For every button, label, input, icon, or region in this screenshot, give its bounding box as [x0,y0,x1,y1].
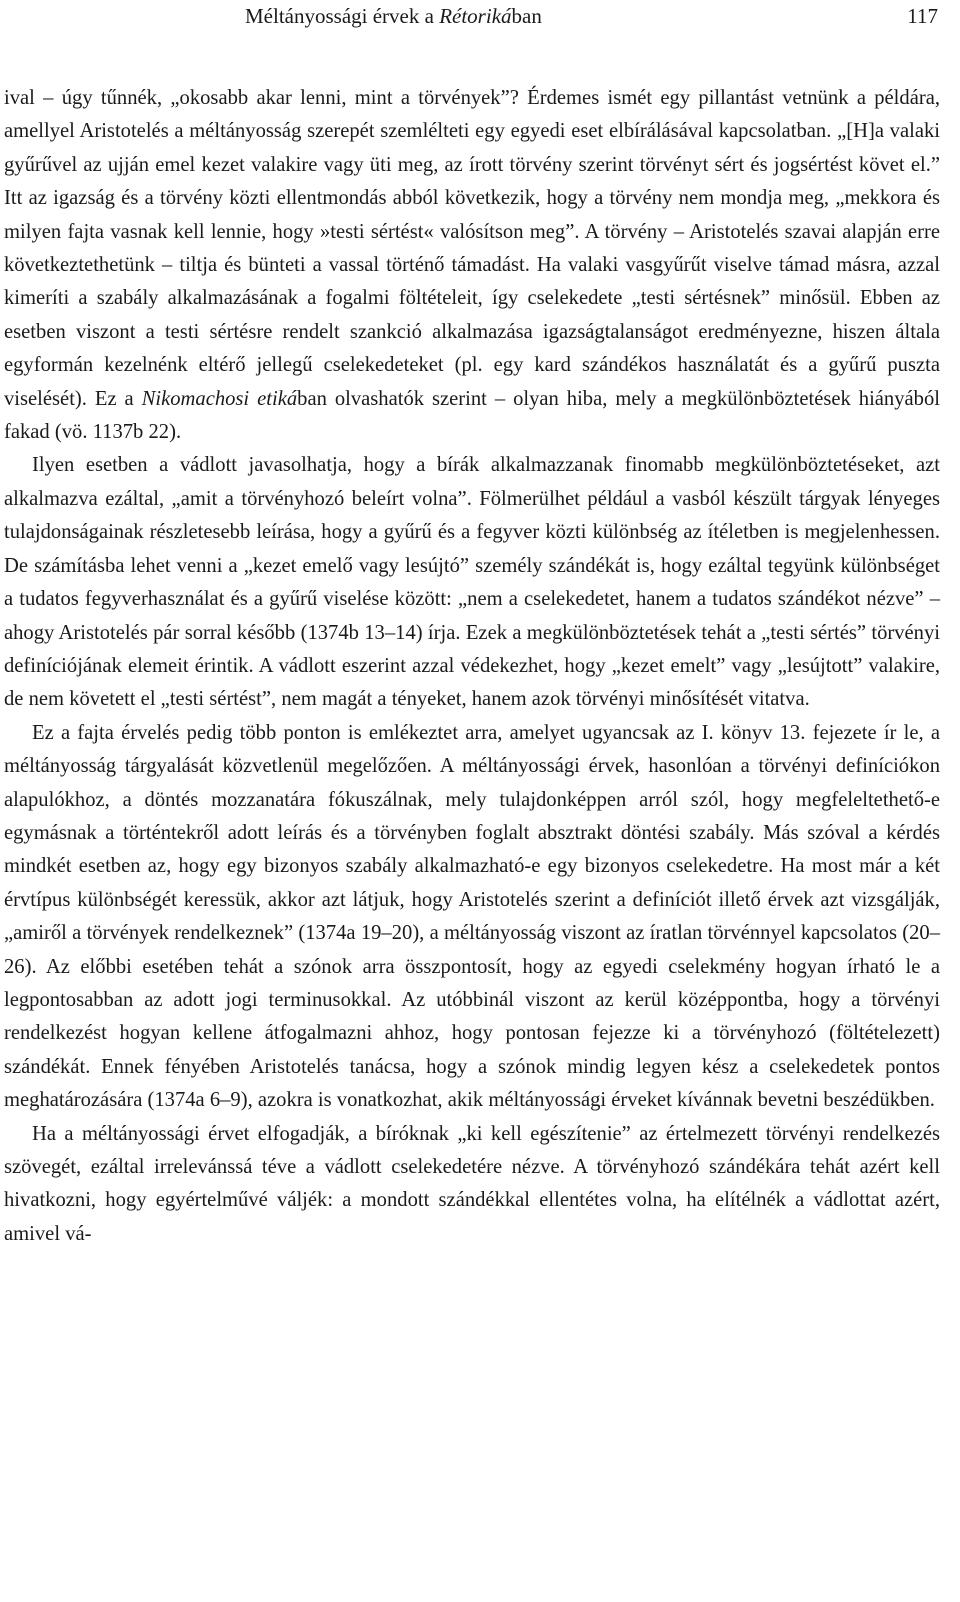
running-title-pre: Méltányossági érvek a [245,4,440,28]
running-title-italic: Rétoriká [439,4,512,28]
paragraph-1 [4,82,940,449]
page-number: 117 [907,4,938,28]
paragraph-3: Ez a fajta érvelés pedig több ponton is emlékeztet arra, amelyet ugyancsak az I. könyv 13. fejezete ír le, a méltányosság tárgyalását közvetlenül megelőzően. A méltányossági érvek, hasonlóan a törvényi definíciókon alapulókhoz, a döntés mozzanatára fókuszálnak, mely tulajdonképpen arról szól, hogy megfeleltethető-e egymásnak a történtekről adott leírás és a törvényben foglalt absztrakt döntési szabály. Más szóval a kérdés mindkét esetben az, hogy egy bizonyos szabály alkalmazható-e egy bizonyos cselekedetre. Ha most már a két érvtípus különbségét keressük, akkor azt látjuk, hogy Aristotelés szerint a definíciót illető érvek azt vizsgálják, „amiről a törvények rendelkeznek” (1374a 19–20), a méltányosság viszont az íratlan törvénnyel kapcsolatos (20–26). Az előbbi esetében tehát a szónok arra összpontosít, hogy az egyedi cselekmény hogyan írható le a legpontosabban az adott jogi terminusokkal. Az utóbbinál viszont az kerül középpontba, hogy a törvényi rendelkezést hogyan kellene átfogalmazni ahhoz, hogy pontosan fejezze ki a törvényhozó (föltételezett) szándékát. Ennek fényében Aristotelés tanácsa, hogy a szónok mindig legyen kész a cselekedetek pontos meghatározására (1374a 6–9), azokra is vonatkozhat, akik méltányossági érveket kívánnak bevetni beszédükben. [4,721,940,1112]
body-text [4,82,940,1251]
paragraph-2: Ilyen esetben a vádlott javasolhatja, hogy a bírák alkalmazzanak finomabb megkülönböztetéseket, azt alkalmazva ezáltal, „amit a törvényhozó beleírt volna”. Fölmerülhet például a vasból készült tárgyak lényeges tulajdonságainak részletesebb leírása, hogy a gyűrű és a fegyver közti különbség az ítéletben is megjelenhessen. De számításba lehet venni a „kezet emelő vagy lesújtó” személy szándékát is, hogy ezáltal tegyünk különbséget a tudatos fegyverhasználat és a gyűrű viselése között: „nem a cselekedetet, hanem a tudatos szándékot nézve” – ahogy Aristotelés pár sorral később (1374b 13–14) írja. Ezek a megkülönböztetések tehát a „testi sértés” törvényi definíciójának elemeit érintik. A vádlott eszerint azzal védekezhet, hogy „kezet emelt” vagy „lesújtott” valakire, de nem követett el „testi sértést”, nem magát a tényeket, hanem azok törvényi minősítését vitatva. [4,454,940,711]
running-title-post: ban [511,4,542,28]
paragraph-4: Ha a méltányossági érvet elfogadják, a bíróknak „ki kell egészítenie” az értelmezett törvényi rendelkezés szövegét, ezáltal irrelevánssá téve a vádlott cselekedetére nézve. A törvényhozó szándékára tehát azért kell hivatkozni, hogy egyértelművé váljék: a mondott szándékkal ellentétes volna, ha elítélnék a vádlottat azért, amivel vá- [4,1122,940,1245]
paragraph-1-part-b: ban olvashatók szerint – olyan hiba, mely a megkülönböztetések hiányából fakad (vö. 1137b 22). [4,387,940,444]
running-head [0,4,960,34]
running-title [245,4,542,29]
paragraph-1-part-a: ival – úgy tűnnék, „okosabb akar lenni, mint a törvények”? Érdemes ismét egy pillantást vetnünk a példára, amellyel Aristotelés a méltányosság szerepét szemlélteti egy egyedi eset elbírálásával kapcsolatban. „[H]a valaki gyűrűvel az ujján emel kezet valakire vagy üti meg, az írott törvény szerint törvényt sért és jogsértést követ el.” Itt az igazság és a törvény közti ellentmondás abból következik, hogy a törvény nem mondja meg, „mekkora és milyen fajta vasnak kell lennie, hogy »testi sértést« valósítson meg”. A törvény – Aristotelés szavai alapján erre következtethetünk – tiltja és bünteti a vassal történő támadást. Ha valaki vasgyűrűt viselve támad másra, azzal kimeríti a szabály alkalmazásának a fogalmi föltételeit, így cselekedete „testi sértésnek” minősül. Ebben az esetben viszont a testi sértésre rendelt szankció alkalmazása igazságtalanságot eredményezne, hiszen általa egyformán kezelnénk eltérő jellegű cselekedeteket (pl. egy kard szándékos használatát és a gyűrű puszta viselését). Ez a [4,87,940,410]
paragraph-1-italic: Nikomachosi etiká [141,387,298,410]
